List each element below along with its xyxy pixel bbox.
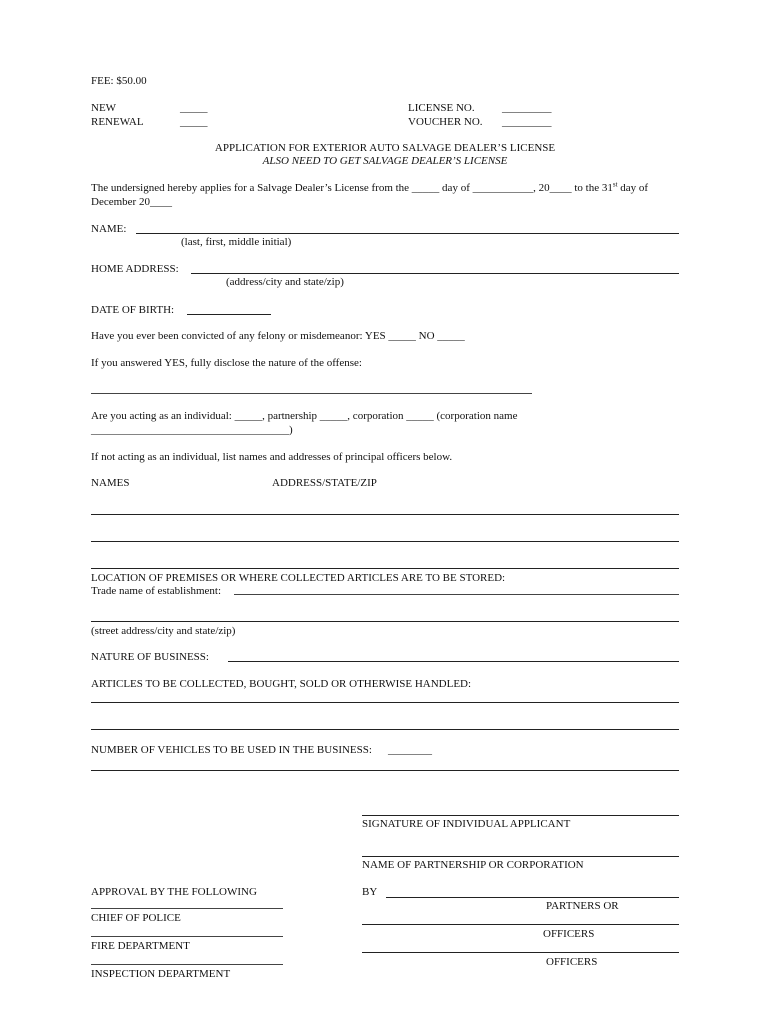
officers-label-2: OFFICERS [546,956,598,968]
individual-signature-label: SIGNATURE OF INDIVIDUAL APPLICANT [362,818,571,830]
form-title: APPLICATION FOR EXTERIOR AUTO SALVAGE DEALER’S LICENSE [214,142,556,154]
license-no-label: LICENSE NO. [408,102,475,114]
dob-input-line[interactable] [187,314,271,315]
chief-of-police-label: CHIEF OF POLICE [91,912,181,924]
trade-name-label: Trade name of establishment: [91,585,222,597]
name-hint: (last, first, middle initial) [181,236,292,248]
inspection-signature-line[interactable] [91,964,283,965]
voucher-no-field[interactable]: _________ [502,116,552,128]
fire-signature-line[interactable] [91,936,283,937]
license-no-field[interactable]: _________ [502,102,552,114]
police-signature-line[interactable] [91,908,283,909]
disclose-label: If you answered YES, fully disclose the nature of the offense: [91,357,362,369]
officer-signature-line-2[interactable] [362,952,679,953]
nature-of-business-input-line[interactable] [228,661,679,662]
inspection-department-label: INSPECTION DEPARTMENT [91,968,231,980]
renewal-checkbox-blank[interactable]: _____ [180,116,208,128]
officers-instruction: If not acting as an individual, list names and addresses of principal officers below. [91,451,453,463]
corporation-name-blank[interactable]: ____________________________________) [91,424,293,436]
renewal-label: RENEWAL [91,116,144,128]
street-address-input-line[interactable] [91,621,679,622]
officers-label-1: OFFICERS [543,928,595,940]
trade-name-input-line[interactable] [234,594,679,595]
officer-line-3[interactable] [91,568,679,569]
by-signature-line[interactable] [386,897,679,898]
street-address-hint: (street address/city and state/zip) [91,625,236,637]
partnership-name-label: NAME OF PARTNERSHIP OR CORPORATION [362,859,584,871]
approval-heading: APPROVAL BY THE FOLLOWING [91,886,257,898]
home-address-input-line[interactable] [191,273,679,274]
acting-as-question: Are you acting as an individual: _____, partnership _____, corporation _____ (corporation name [91,410,518,422]
intro-statement: The undersigned hereby applies for a Salvage Dealer’s License from the _____ day of ___________, 20____ to the 31st day of [91,180,649,194]
articles-input-line-2[interactable] [91,729,679,730]
articles-label: ARTICLES TO BE COLLECTED, BOUGHT, SOLD OR OTHERWISE HANDLED: [91,678,472,690]
intro-statement-year: December 20____ [91,196,172,208]
vehicles-extra-line[interactable] [91,770,679,771]
partnership-name-line[interactable] [362,856,679,857]
names-column-header: NAMES [91,477,130,489]
home-address-hint: (address/city and state/zip) [226,276,344,288]
fire-department-label: FIRE DEPARTMENT [91,940,190,952]
felony-question: Have you ever been convicted of any felony or misdemeanor: YES _____ NO _____ [91,330,465,342]
voucher-no-label: VOUCHER NO. [408,116,483,128]
vehicles-label: NUMBER OF VEHICLES TO BE USED IN THE BUSINESS: [91,744,372,756]
dob-label: DATE OF BIRTH: [91,304,175,316]
fee-label: FEE: $50.00 [91,75,147,87]
individual-signature-line[interactable] [362,815,679,816]
address-column-header: ADDRESS/STATE/ZIP [272,477,377,489]
new-checkbox-blank[interactable]: _____ [180,102,208,114]
new-label: NEW [91,102,117,114]
name-label: NAME: [91,223,127,235]
location-label: LOCATION OF PREMISES OR WHERE COLLECTED ARTICLES ARE TO BE STORED: [91,572,506,584]
home-address-label: HOME ADDRESS: [91,263,179,275]
form-subtitle: ALSO NEED TO GET SALVAGE DEALER’S LICENSE [262,155,508,167]
officer-line-2[interactable] [91,541,679,542]
by-label: BY [362,886,378,898]
disclose-input-line[interactable] [91,393,532,394]
officer-line-1[interactable] [91,514,679,515]
officer-signature-line-1[interactable] [362,924,679,925]
nature-of-business-label: NATURE OF BUSINESS: [91,651,209,663]
vehicles-input-blank[interactable]: ________ [388,744,432,756]
partners-or-label: PARTNERS OR [546,900,619,912]
articles-input-line-1[interactable] [91,702,679,703]
name-input-line[interactable] [136,233,679,234]
